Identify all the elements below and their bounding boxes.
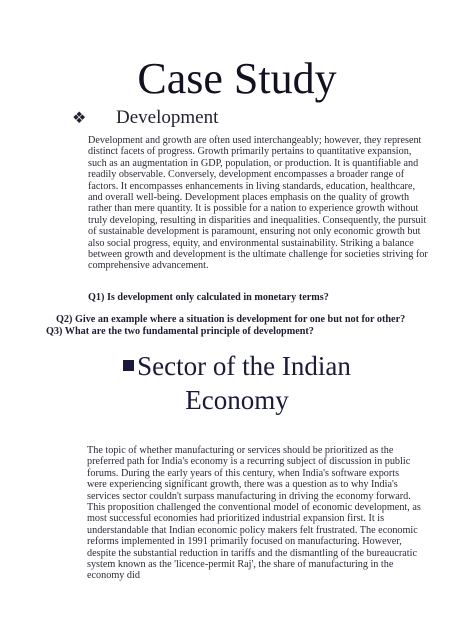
sector-paragraph: The topic of whether manufacturing or services should be prioritized as the preferred path for India's economy is a recurring subject of discussion in public forums. During the early years of this century, when India's software exports were experiencing significant growth, there was a question as to why India's services sector couldn't surpass manufacturing in driving the economy forward. This proposition challenged the conventional model of economic development, as most successful economies had prioritized industrial expansion first. It is understandable that Indian economic policy makers felt frustrated. The economic reforms implemented in 1991 primarily focused on manufacturing. However, despite the substantial reduction in tariffs and the dismantling of the bureaucratic system known as the 'licence-permit Raj', the share of manufacturing in the economy did — [87, 445, 421, 582]
development-paragraph: Development and growth are often used interchangeably; however, they represent distinct facets of progress. Growth primarily pertains to quantitative expansion, such as an augmentation in GDP, population, or production. It is quantifiable and readily observable. Conversely, development encompasses a broader range of factors. It encompasses enhancements in living standards, education, healthcare, and overall well-being. Development places emphasis on the quality of growth rather than mere quantity. It is possible for a nation to experience growth without truly developing, resulting in disparities and inequalities. Consequently, the pursuit of sustainable development is paramount, ensuring not only economic growth but also social progress, equity, and environmental sustainability. Striking a balance between growth and development is the ultimate challenge for societies striving for comprehensive advancement. — [88, 135, 428, 272]
page-title: Case Study — [137, 54, 337, 103]
sector-heading-line-1 — [0, 349, 474, 383]
sector-heading-text-1: Sector of the Indian — [137, 351, 351, 381]
sector-heading-line-2: Economy — [185, 385, 289, 415]
diamond-bullet-icon: ❖ — [72, 110, 87, 127]
development-heading-text: Development — [116, 107, 219, 128]
sector-heading — [0, 349, 474, 417]
question-1: Q1) Is development only calculated in monetary terms? — [88, 292, 329, 303]
question-3: Q3) What are the two fundamental principle of development? — [46, 326, 314, 337]
development-heading — [72, 106, 218, 131]
square-bullet-icon — [123, 360, 134, 371]
question-2: Q2) Give an example where a situation is development for one but not for other? — [56, 314, 406, 325]
